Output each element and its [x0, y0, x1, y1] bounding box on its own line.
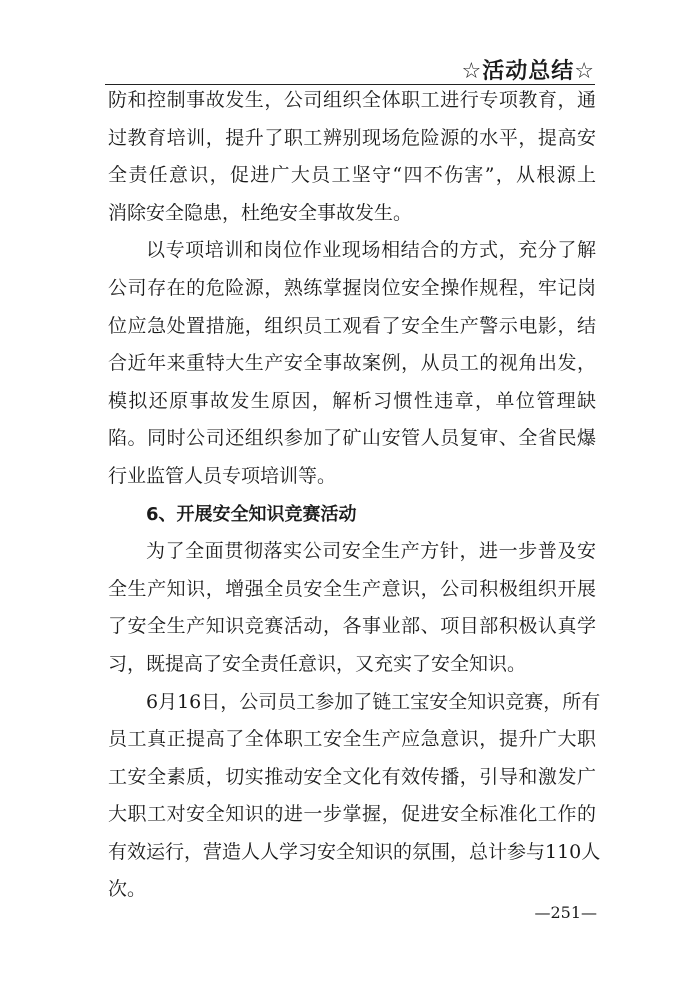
paragraph-line: 过教育培训，提升了职工辨别现场危险源的水平，提高安: [108, 126, 596, 149]
paragraph-line: 行业监管人员专项培训等。: [108, 464, 337, 487]
paragraph-line: 全生产知识，增强全员安全生产意识，公司积极组织开展: [108, 577, 596, 600]
paragraph-line: 防和控制事故发生，公司组织全体职工进行专项教育，通: [108, 89, 596, 111]
paragraph-line: 工安全素质，切实推动安全文化有效传播，引导和激发广: [108, 765, 596, 788]
paragraph-line: 员工真正提高了全体职工安全生产应急意识，提升广大职: [108, 728, 596, 751]
paragraph-line: 有效运行，营造人人学习安全知识的氛围，总计参与110人: [108, 840, 601, 863]
paragraph-line: 陷。同时公司还组织参加了矿山安管人员复审、全省民爆: [108, 427, 596, 450]
paragraph-line: 习，既提高了安全责任意识，又充实了安全知识。: [108, 652, 527, 675]
paragraph-line: 大职工对安全知识的进一步掌握，促进安全标准化工作的: [108, 803, 596, 826]
section-heading: 6、开展安全知识竞赛活动: [146, 503, 357, 525]
header-title: ☆活动总结☆: [461, 59, 595, 84]
paragraph-line: 位应急处置措施，组织员工观看了安全生产警示电影，结: [108, 314, 596, 337]
paragraph-line: 模拟还原事故发生原因，解析习惯性违章，单位管理缺: [108, 389, 596, 412]
document-body: [108, 82, 601, 909]
paragraph-line: 了安全生产知识竞赛活动，各事业部、项目部积极认真学: [108, 615, 596, 638]
paragraph-line: 全责任意识，促进广大员工坚守“四不伤害”，从根源上: [108, 164, 596, 187]
paragraph-line: 合近年来重特大生产安全事故案例，从员工的视角出发，: [108, 352, 596, 375]
paragraph-line: 消除安全隐患，杜绝安全事故发生。: [108, 201, 413, 224]
paragraph-line: 以专项培训和岗位作业现场相结合的方式，充分了解: [146, 239, 596, 262]
paragraph-line: 次。: [108, 878, 147, 901]
page-number: —251—: [534, 903, 597, 922]
paragraph-line: 为了全面贯彻落实公司安全生产方针，进一步普及安: [146, 540, 596, 563]
paragraph-line: 公司存在的危险源，熟练掌握岗位安全操作规程，牢记岗: [108, 276, 596, 299]
page-header: [105, 52, 595, 85]
paragraph-line: 6月16日，公司员工参加了链工宝安全知识竞赛，所有: [146, 690, 601, 713]
